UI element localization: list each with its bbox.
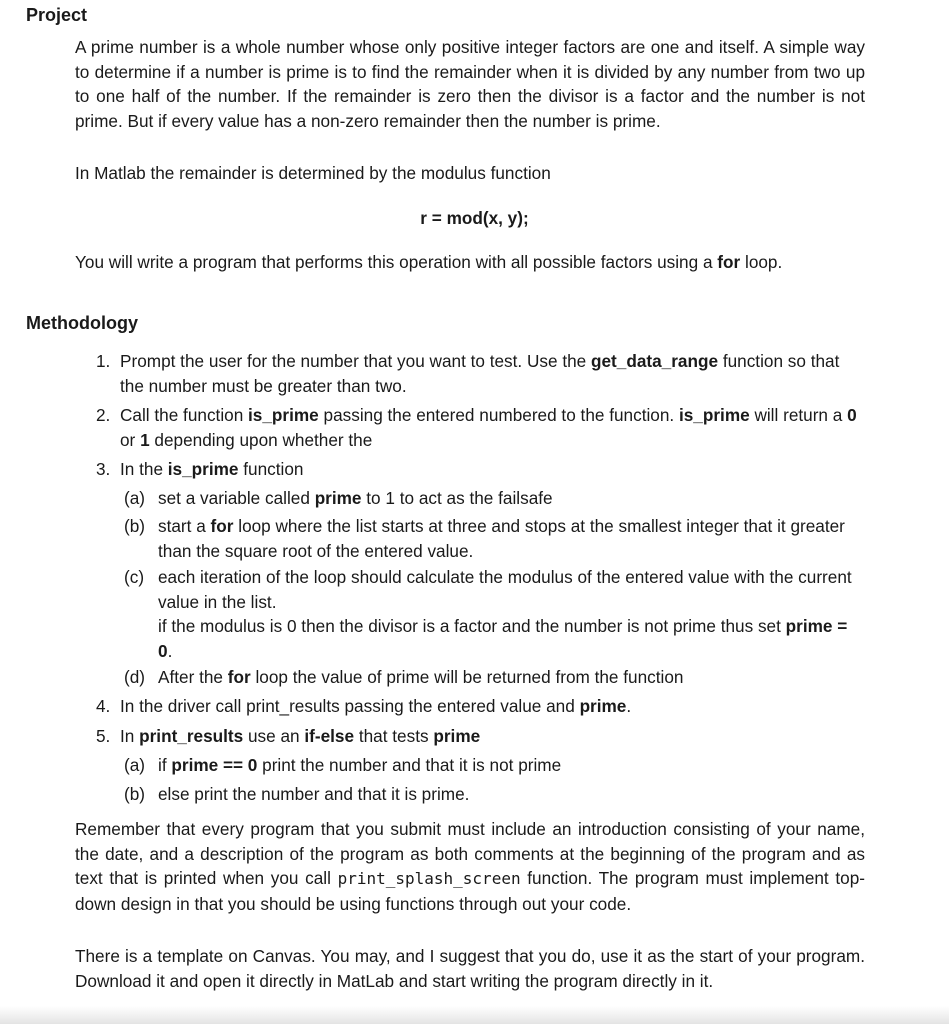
text-span: loop the value of prime will be returned from the function	[250, 667, 684, 687]
keyword-for: for	[717, 252, 741, 272]
intro-for-loop-paragraph	[75, 250, 865, 275]
text-span: if the modulus is 0 then the divisor is a factor and the number is not prime thus set	[158, 616, 786, 636]
text-span: .	[626, 696, 632, 716]
text-span: passing the entered numbered to the function.	[318, 405, 679, 425]
text-span: loop.	[740, 252, 783, 272]
text-span: to 1 to act as the failsafe	[361, 488, 553, 508]
function-name: print_results	[139, 726, 244, 746]
text-span: Prompt the user for the number that you want to test. Use the	[120, 351, 591, 371]
heading-methodology: Methodology	[26, 313, 138, 333]
text-span: that tests	[354, 726, 434, 746]
sub-label: (c)	[124, 567, 145, 587]
step-3d	[124, 665, 866, 690]
text-span: depending upon whether the	[149, 429, 373, 450]
sub-label: (a)	[124, 755, 146, 775]
closing-paragraph-intro	[75, 817, 865, 916]
text-span: will return a	[749, 405, 848, 425]
text-span: print the number and that it is not prime	[257, 755, 562, 775]
text-span: .	[167, 640, 173, 661]
formula: r = mod(x, y);	[420, 208, 529, 228]
sub-label: (d)	[124, 667, 146, 687]
text-span: In	[120, 726, 140, 746]
variable-prime: prime	[314, 488, 362, 508]
function-name: is_prime	[248, 405, 319, 425]
step-3b	[124, 514, 866, 563]
step-3c	[124, 565, 866, 614]
text-span: start a	[158, 516, 211, 536]
function-name: is_prime	[167, 459, 239, 479]
text-span: use an	[243, 726, 305, 746]
text-span: Remember that every program that you submit must include an introduction consisting of your name, the date, and a description of the program as both comments at the beginning of the program and as text that is printed when you call	[75, 819, 865, 888]
variable-prime: prime	[433, 726, 481, 746]
text-span: if	[158, 755, 172, 775]
text-span: In the driver call print_results passing the entered value and	[120, 696, 580, 716]
text-span: each iteration of the loop should calculate the modulus of the entered value with the current value in the list.	[158, 567, 852, 612]
text-span: You will write a program that performs this operation with all possible factors using a	[75, 252, 718, 272]
keyword-for: for	[210, 516, 234, 536]
text-span: function so that the number must be greater than two.	[120, 351, 840, 396]
text-span: loop where the list starts at three and stops at the smallest integer that it greater than the square root of the entered value.	[158, 516, 845, 561]
step-number: 2.	[96, 405, 111, 425]
sub-label: (b)	[124, 784, 146, 804]
step-number: 1.	[96, 351, 111, 371]
text-span: After the	[158, 667, 228, 687]
step-number: 5.	[96, 726, 111, 746]
step-number: 4.	[96, 696, 111, 716]
step-5b	[124, 782, 866, 807]
heading-project: Project	[26, 5, 88, 25]
function-name: get_data_range	[591, 351, 719, 371]
text-span: Call the function	[120, 405, 249, 425]
step-3	[96, 457, 866, 482]
keyword-for: for	[227, 667, 251, 687]
bottom-fade	[0, 1006, 949, 1024]
text-span: function	[238, 459, 304, 479]
step-5	[96, 724, 866, 749]
text-span: or	[120, 429, 141, 450]
step-1	[96, 349, 866, 398]
function-name: is_prime	[678, 405, 750, 425]
function-name-code: print_splash_screen	[337, 869, 521, 888]
step-number: 3.	[96, 459, 111, 479]
value-one: 1	[140, 429, 150, 450]
text-span: set a variable called	[158, 488, 315, 508]
step-5a	[124, 753, 866, 778]
sub-label: (b)	[124, 516, 146, 536]
text-span: In the	[120, 459, 168, 479]
keyword-if-else: if-else	[304, 726, 355, 746]
intro-modulus-line: In Matlab the remainder is determined by the modulus function	[75, 163, 551, 183]
condition-prime-eq-zero: prime == 0	[171, 755, 258, 775]
closing-paragraph-template: There is a template on Canvas. You may, and I suggest that you do, use it as the start of your program. Download it and open it directly in MatLab and start writing the program directly in it.	[75, 946, 865, 991]
sub-label: (a)	[124, 488, 146, 508]
step-3a	[124, 486, 866, 511]
value-zero: 0	[847, 405, 857, 425]
assignment-prime-zero: prime = 0	[158, 616, 848, 661]
intro-paragraph: A prime number is a whole number whose only positive integer factors are one and itself. A simple way to determine if a number is prime is to find the remainder when it is divided by any number from two up to one half of the number. If the remainder is zero then the divisor is a factor and the number is not prime. But if every value has a non-zero remainder then the number is prime.	[75, 37, 865, 131]
text-span: else print the number and that it is prime.	[158, 784, 470, 804]
step-3c-continued	[158, 614, 866, 663]
step-4	[96, 694, 866, 719]
text-span: function. The program must implement top-down design in that you should be using functions through out your code.	[75, 868, 865, 914]
variable-prime: prime	[579, 696, 627, 716]
step-2	[96, 403, 866, 452]
